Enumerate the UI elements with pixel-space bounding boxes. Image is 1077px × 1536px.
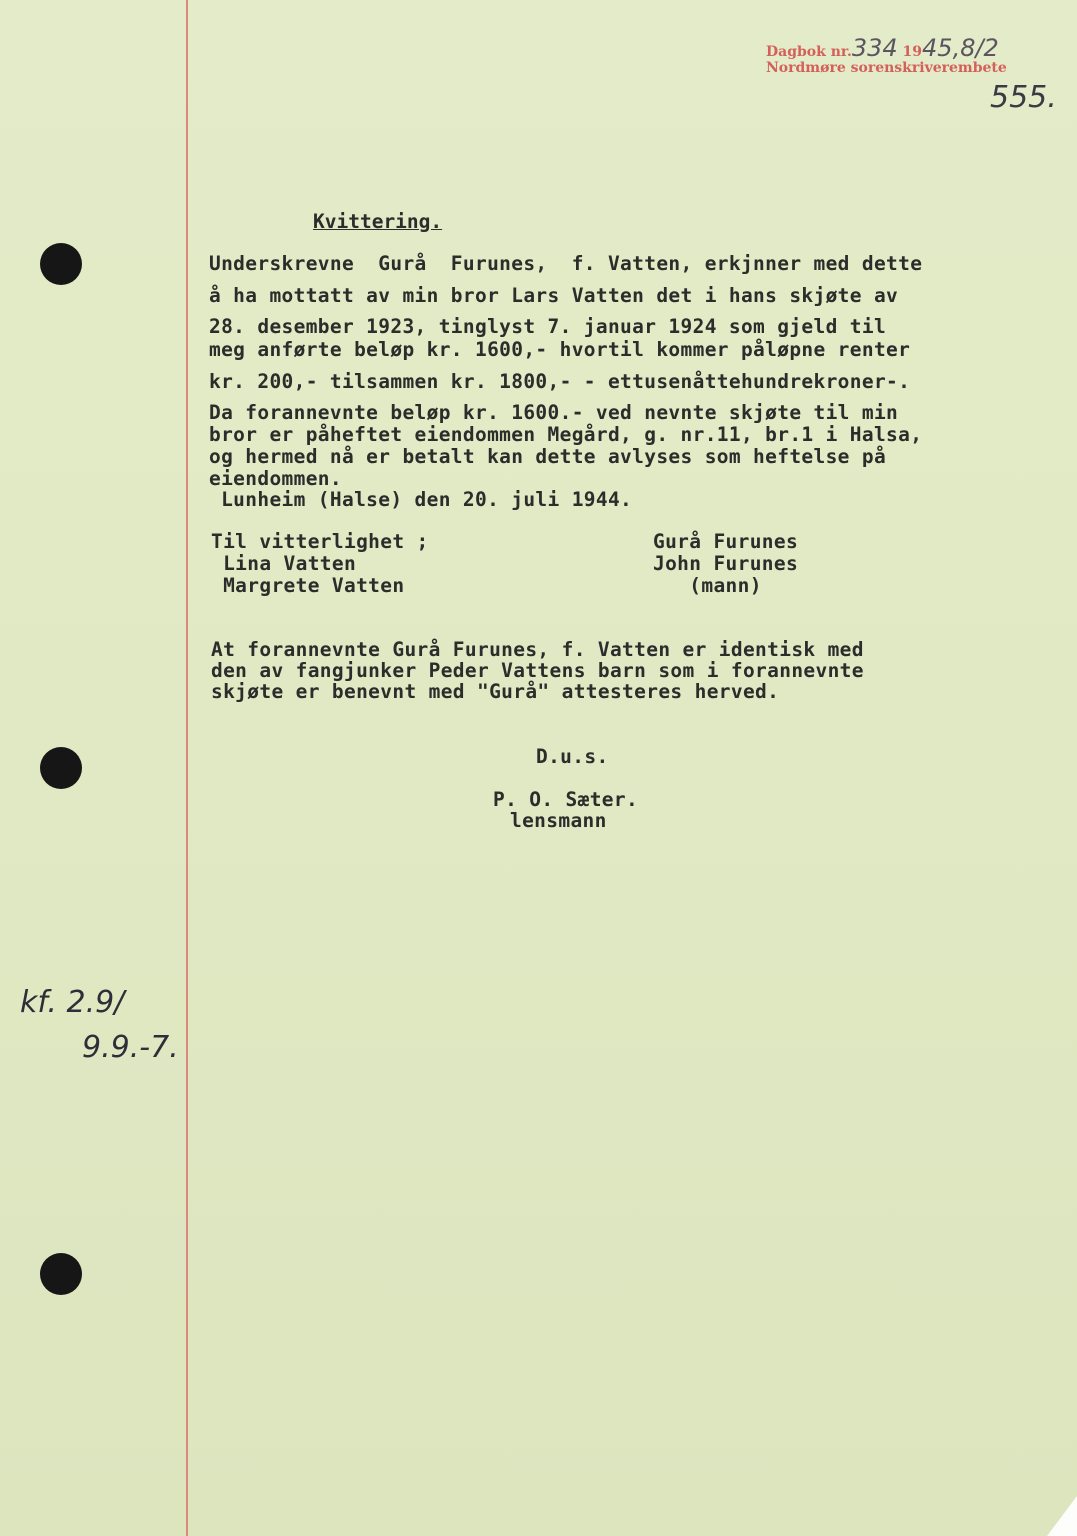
body-line: Lunheim (Halse) den 20. juli 1944. bbox=[209, 488, 633, 511]
year-suffix: 45, bbox=[922, 34, 961, 62]
closing-dus: D.u.s. bbox=[536, 745, 609, 768]
year-prefix: 19 bbox=[902, 44, 923, 60]
signature-name: Gurå Furunes bbox=[653, 530, 799, 553]
body-line: å ha mottatt av min bror Lars Vatten det i hans skjøte av bbox=[209, 284, 899, 307]
attestation-line: skjøte er benevnt med "Gurå" attesteres herved. bbox=[211, 680, 780, 703]
document-title: Kvittering. bbox=[313, 210, 443, 233]
body-line: bror er påheftet eiendommen Megård, g. nr.11, br.1 i Halsa, bbox=[209, 423, 923, 446]
body-line: meg anførte beløp kr. 1600,- hvortil kommer påløpne renter bbox=[209, 338, 911, 361]
body-line: 28. desember 1923, tinglyst 7. januar 1924 som gjeld til bbox=[209, 315, 887, 338]
signature-name: John Furunes bbox=[653, 552, 799, 575]
attestation-line: At forannevnte Gurå Furunes, f. Vatten er identisk med bbox=[211, 638, 864, 661]
body-line: kr. 200,- tilsammen kr. 1800,- - ettusenåttehundrekroner-. bbox=[209, 370, 911, 393]
stamp-date: 8/2 bbox=[960, 34, 999, 62]
body-line: eiendommen. bbox=[209, 467, 342, 490]
witness-name: Margrete Vatten bbox=[211, 574, 405, 597]
punch-hole bbox=[40, 243, 82, 285]
signature-note: (mann) bbox=[653, 574, 762, 597]
body-line: Underskrevne Gurå Furunes, f. Vatten, erkjnner med dette bbox=[209, 252, 923, 275]
punch-hole bbox=[40, 747, 82, 789]
closing-title: lensmann bbox=[510, 809, 607, 832]
margin-rule bbox=[186, 0, 188, 1536]
punch-hole bbox=[40, 1253, 82, 1295]
folio-number: 555. bbox=[990, 80, 1057, 115]
witness-heading: Til vitterlighet ; bbox=[211, 530, 429, 553]
dagbok-label: Dagbok nr. bbox=[766, 44, 852, 60]
margin-note: 9.9.-7. bbox=[82, 1030, 179, 1065]
witness-name: Lina Vatten bbox=[211, 552, 357, 575]
margin-note: kf. 2.9/ bbox=[20, 985, 125, 1020]
dagbok-stamp bbox=[766, 34, 999, 62]
office-stamp: Nordmøre sorenskriverembete bbox=[766, 60, 1007, 76]
body-line: og hermed nå er betalt kan dette avlyses som heftelse på bbox=[209, 445, 887, 468]
dagbok-number: 334 bbox=[851, 34, 898, 62]
closing-name: P. O. Sæter. bbox=[493, 788, 639, 811]
body-line: Da forannevnte beløp kr. 1600.- ved nevnte skjøte til min bbox=[209, 401, 899, 424]
attestation-line: den av fangjunker Peder Vattens barn som i forannevnte bbox=[211, 659, 864, 682]
page-corner bbox=[1047, 1496, 1077, 1536]
